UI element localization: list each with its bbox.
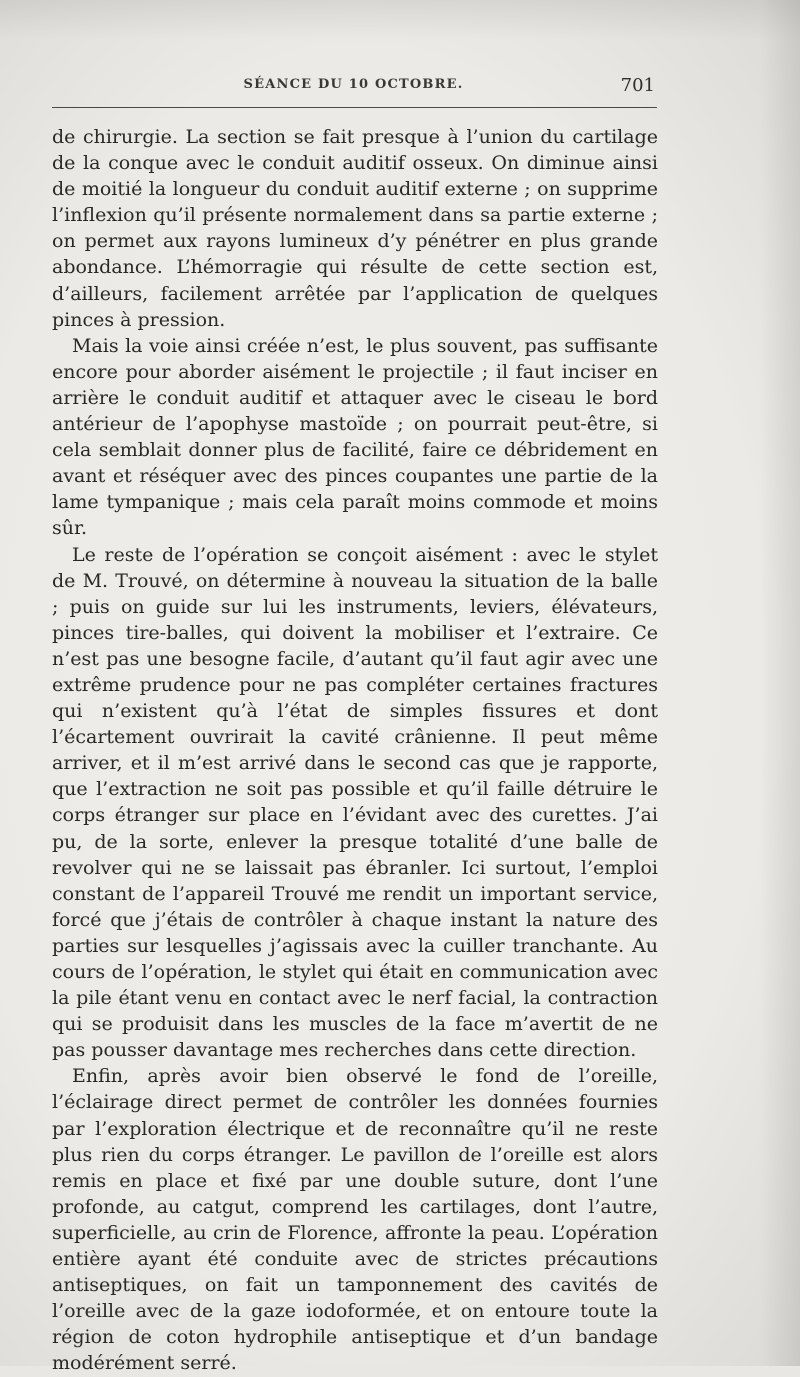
page-shadow-right	[760, 0, 800, 1366]
page-header	[52, 75, 655, 101]
page-number: 701	[620, 75, 655, 96]
header-rule	[52, 107, 657, 108]
paragraph-2: Mais la voie ainsi créée n’est, le plus souvent, pas suffisante encore pour aborder aisément le projectile ; il faut inciser en arrière le conduit auditif et attaquer avec le ciseau le bord antérieur de l’apophyse mastoïde ; on pourrait peut-être, si cela semblait donner plus de facilité, faire ce débridement en avant et réséquer avec des pinces coupantes une partie de la lame tympanique ; mais cela paraît moins commode et moins sûr.	[52, 334, 658, 540]
paragraph-3: Le reste de l’opération se conçoit aisément : avec le stylet de M. Trouvé, on détermine à nouveau la situation de la balle ; puis on guide sur lui les instruments, leviers, élévateurs, pinces tire-balles, qui doivent la mobiliser et l’extraire. Ce n’est pas une besogne facile, d’autant qu’il faut agir avec une extrême prudence pour ne pas compléter certaines fractures qui n’existent qu’à l’état de simples fissures et dont l’écartement ouvrirait la cavité crânienne. Il peut même arriver, et il m’est arrivé dans le second cas que je rapporte, que l’extraction ne soit pas possible et qu’il faille détruire le corps étranger sur place en l’évidant avec des curettes. J’ai pu, de la sorte, enlever la presque totalité d’une balle de revolver qui ne se laissait pas ébranler. Ici surtout, l’emploi constant de l’appareil Trouvé me rendit un important service, forcé que j’étais de contrôler à chaque instant la nature des parties sur lesquelles j’agissais avec la cuiller tranchante. Au cours de l’opération, le stylet qui était en communication avec la pile étant venu en contact avec le nerf facial, la contraction qui se produisit dans les muscles de la face m’avertit de ne pas pousser davantage mes recherches dans cette direction.	[52, 543, 658, 1062]
page-shadow-top	[0, 0, 800, 40]
paragraph-1: de chirurgie. La section se fait presque à l’union du cartilage de la conque avec le conduit auditif osseux. On diminue ainsi de moitié la longueur du conduit auditif externe ; on supprime l’inflexion qu’il présente normalement dans sa partie externe ; on permet aux rayons lumineux d’y pénétrer en plus grande abondance. L’hémorragie qui résulte de cette section est, d’ailleurs, facilement arrêtée par l’application de quelques pinces à pression.	[52, 126, 658, 331]
paragraph-4: Enfin, après avoir bien observé le fond de l’oreille, l’éclairage direct permet de contrôler les données fournies par l’exploration électrique et de reconnaître qu’il ne reste plus rien du corps étranger. Le pavillon de l’oreille est alors remis en place et fixé par une double suture, dont l’une profonde, au catgut, comprend les cartilages, dont l’autre, superficielle, au crin de Florence, affronte la peau. L’opération entière ayant été conduite avec de strictes précautions antiseptiques, on fait un tamponnement des cavités de l’oreille avec de la gaze iodoformée, et on entoure toute la région de coton hydrophile antiseptique et d’un bandage modérément serré.	[52, 1065, 658, 1375]
running-head: SÉANCE DU 10 OCTOBRE.	[243, 77, 464, 92]
body-text	[52, 124, 658, 1377]
